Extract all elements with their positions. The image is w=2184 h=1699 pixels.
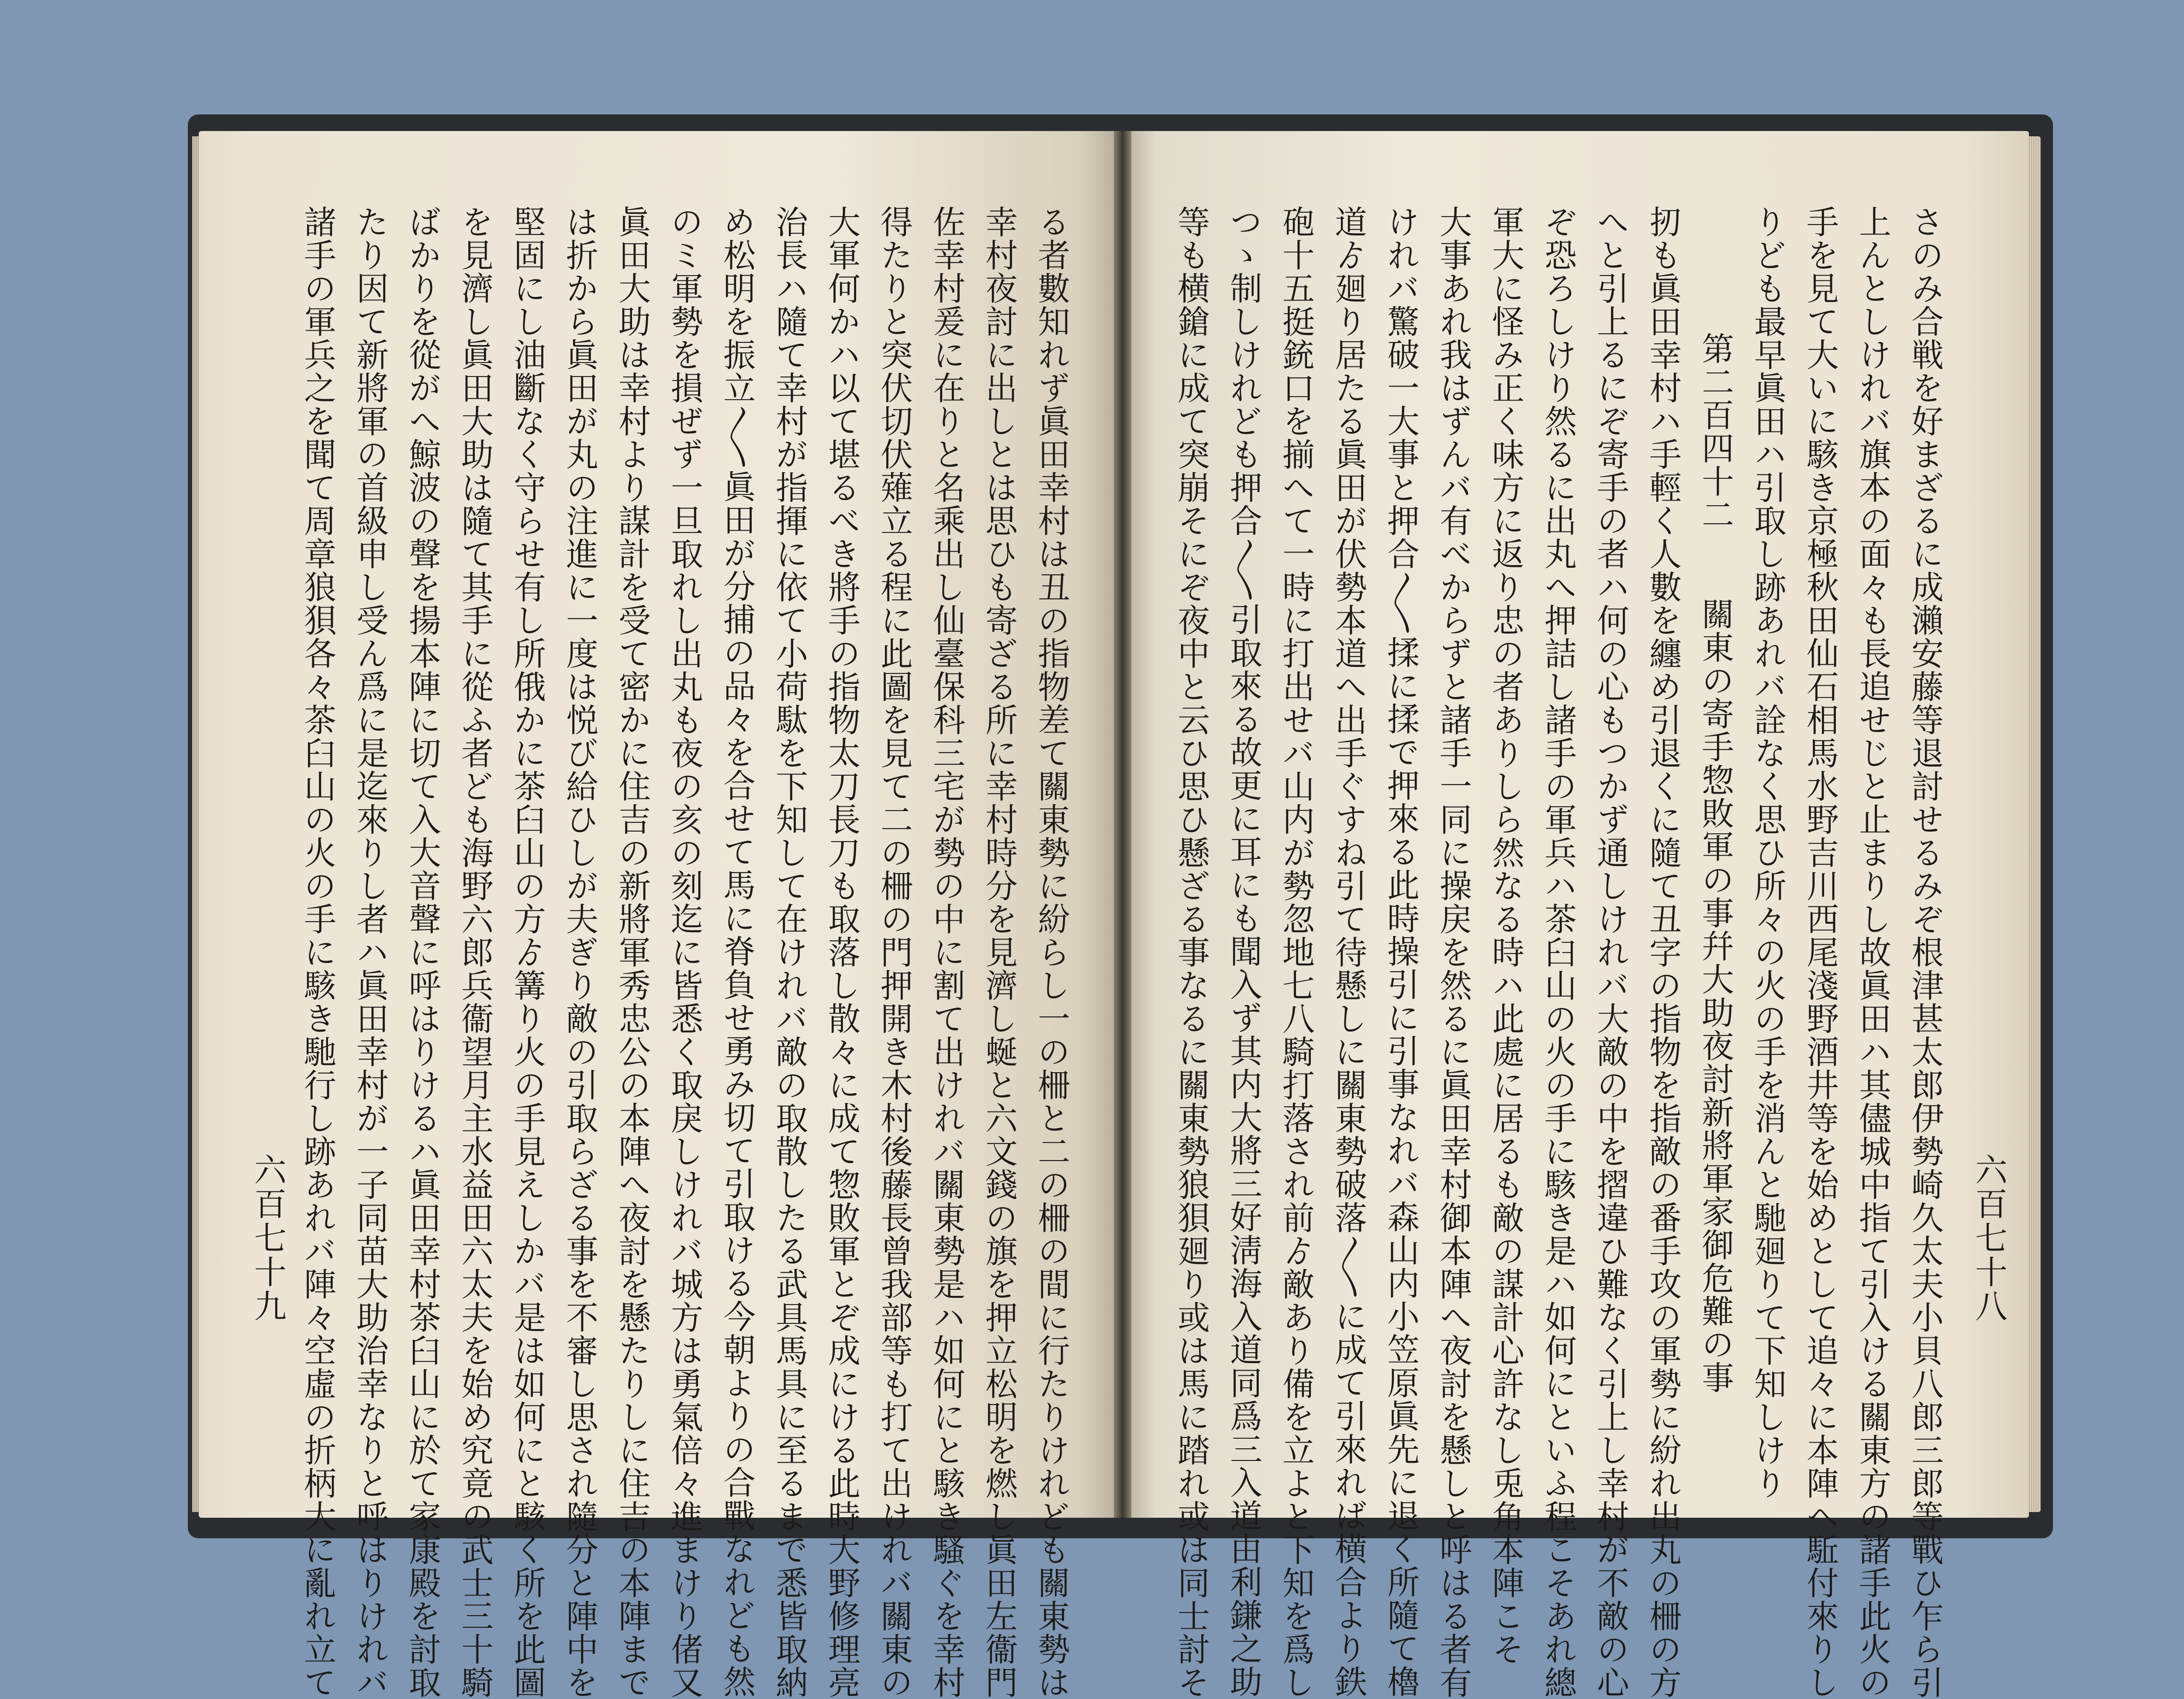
left-line-15: 諸手の軍兵之を聞て周章狼狽各々茶臼山の火の手に駭き馳行し跡あれバ陣々空虛の折柄大に亂れ立て (299, 205, 336, 1699)
left-line-3: 佐幸村爰に在りと名乘出し仙臺保科三宅が勢の中に割て出けれバ關東勢是ハ如何にと駭き騷ぐを幸村 (928, 205, 965, 1699)
left-line-7: め松明を振立〳〵眞田が分捕の品々を合せて馬に脊負せ勇み切て引取ける今朝よりの合戰なれども然 (718, 205, 756, 1698)
left-line-5: 大軍何かハ以て堪るべき將手の指物太刀長刀も取落し散々に成て惣敗軍とぞ成にける此時大野修理亮 (823, 205, 860, 1699)
right-line-12: 道ゟ廻り居たる眞田が伏勢本道へ出手ぐすね引て待懸しに關東勢破落〳〵に成て引來れば横合より鉄 (1330, 205, 1367, 1698)
right-line-2: 上んとしけれバ旗本の面々も長追せじと止まりし故眞田ハ其儘城中指て引入ける關東方の諸手此火の (1854, 205, 1891, 1699)
left-line-8: のミ軍勢を損ぜず一旦取れし出丸も夜の亥の刻迄に皆悉く取戾しけれバ城方は勇氣倍々進まけり偖又 (666, 205, 703, 1699)
left-line-1: る者數知れず眞田幸村は丑の指物差て關東勢に紛らし一の柵と二の柵の間に行たりけれども關東勢は (1033, 205, 1070, 1699)
left-line-11: 堅固にし油斷なく守らせ有し所俄かに茶臼山の方ゟ篝り火の手見えしかバ是は如何にと駭く所を此圖 (508, 205, 546, 1699)
right-line-8: ぞ恐ろしけり然るに出丸へ押詰し諸手の軍兵ハ茶臼山の火の手に駭き是ハ如何にといふ程こそあれ總 (1539, 205, 1577, 1699)
right-line-15: 等も横鎗に成て突崩そにぞ夜中と云ひ思ひ懸ざる事なるに關東勢狼狽廻り或は馬に踏れ或は同士討そ (1172, 205, 1210, 1699)
right-line-10: 大事あれ我はずんバ有べからずと諸手一同に操戻を然るに眞田幸村御本陣へ夜討を懸しと呼はる者有 (1434, 205, 1472, 1699)
page-edges-right (2028, 136, 2041, 1512)
right-line-3: 手を見て大いに駭き京極秋田仙石相馬水野吉川西尾淺野酒井等を始めとして追々に本陣へ駈付來りし (1801, 205, 1839, 1699)
left-line-10: は折から眞田が丸の注進に一度は悦び給ひしが夫ぎり敵の引取らざる事を不審し思され隨分と陣中を (561, 205, 598, 1699)
right-line-6: 扨も眞田幸村ハ手輕く人數を纏め引退くに隨て丑字の指物を指敵の番手攻の軍勢に紛れ出丸の柵の方 (1644, 205, 1682, 1699)
right-line-1: さのみ合戦を好まざるに成瀨安藤等退討せるみぞ根津甚太郎伊勢崎久太夫小貝八郎三郎等戰ひ乍ら引 (1906, 205, 1944, 1699)
left-line-2: 幸村夜討に出しとは思ひも寄ざる所に幸村時分を見濟し蜒と六文錢の旗を押立松明を燃し眞田左衞門 (980, 205, 1018, 1699)
chapter-heading: 第二百四十二 關東の寄手惣敗軍の事幷大助夜討新將軍家御危難の事 (1697, 332, 1734, 1394)
left-line-14: たり因て新將軍の首級申し受ん爲に是迄來りし者ハ眞田幸村が一子同苗大助治幸なりと呼はりけれバ (351, 205, 389, 1699)
left-line-13: ばかりを從がへ鯨波の聲を揚本陣に切て入大音聲に呼はりけるハ眞田幸村茶臼山に於て家康殿を討取 (404, 205, 441, 1699)
right-line-14: つゝ制しけれども押合〳〵引取來る故更に耳にも聞入ず其内大將三好淸海入道同爲三入道由利鎌之助 (1225, 205, 1262, 1698)
left-line-12: を見濟し眞田大助は隨て其手に從ふ者ども海野六郎兵衞望月主水益田六太夫を始め究竟の武士三十騎 (456, 205, 494, 1699)
book-gutter (1114, 131, 1131, 1518)
left-line-4: 得たりと突伏切伏薙立る程に此圖を見て二の柵の門押開き木村後藤長曾我部等も打て出けれバ關東の (875, 205, 913, 1699)
left-page (199, 131, 1116, 1518)
right-line-9: 軍大に怪み正く味方に返り忠の者ありしら然なる時ハ此處に居るも敵の謀計心許なし兎角本陣こそ (1487, 205, 1524, 1666)
right-line-13: 砲十五挺銃口を揃へて一時に打出せバ山内が勢忽地七八騎打落され前ゟ敵あり備を立よと下知を爲し (1277, 205, 1315, 1699)
right-page-number: 六百七十八 (1970, 1153, 2008, 1323)
right-line-7: へと引上るにぞ寄手の者ハ何の心もつかず通しけれバ大敵の中を摺違ひ難なく引上し幸村が不敵の心 (1592, 205, 1629, 1699)
right-line-11: けれバ驚破一大事と押合〳〵揉に揉で押來る此時操引に引事なれバ森山内小笠原眞先に退く所隨て櫓 (1382, 205, 1420, 1698)
left-page-number: 六百七十九 (249, 1153, 287, 1323)
right-page (1129, 131, 2029, 1518)
left-line-6: 治長ハ隨て幸村が指揮に依て小荷駄を下知して在けれバ敵の取散したる武具馬具に至るまで悉皆取納 (771, 205, 808, 1699)
right-line-4: りども最早眞田ハ引取し跡あれバ詮なく思ひ所々の火の手を消んと馳廻りて下知しけり (1749, 205, 1787, 1500)
left-line-9: 眞田大助は幸村より謀計を受て密かに住吉の新將軍秀忠公の本陣へ夜討を懸たりしに住吉の本陣まで (613, 205, 651, 1699)
